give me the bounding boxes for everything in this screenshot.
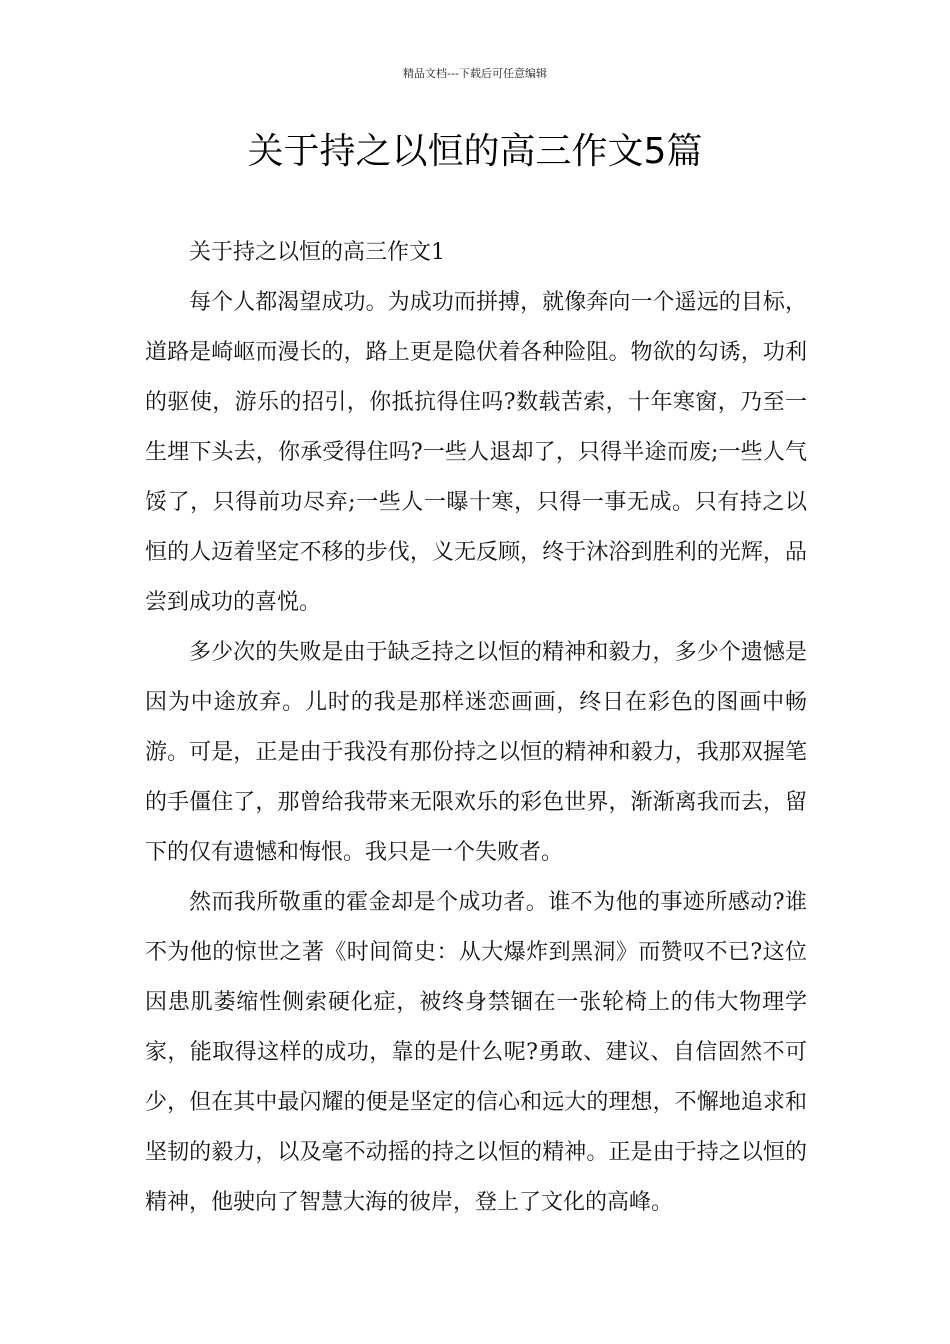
document-title: 关于持之以恒的高三作文5篇 bbox=[247, 131, 703, 172]
paragraph: 每个人都渴望成功。为成功而拼搏，就像奔向一个遥远的目标，道路是崎岖而漫长的，路上更是隐伏着各种险阻。物欲的勾诱，功利的驱使，游乐的招引，你抵抗得住吗?数载苦索，十年寒窗，乃至一生埋下头去，你承受得住吗?一些人退却了，只得半途而废;一些人气馁了，只得前功尽弃;一些人一曝十寒，只得一事无成。只有持之以恒的人迈着坚定不移的步伐，义无反顾，终于沐浴到胜利的光辉，品尝到成功的喜悦。 bbox=[145, 290, 807, 615]
document-body bbox=[145, 228, 807, 1228]
section-title: 关于持之以恒的高三作文1 bbox=[189, 240, 445, 265]
header-note: 精品文档---下载后可任意编辑 bbox=[403, 67, 547, 80]
paragraph: 然而我所敬重的霍金却是个成功者。谁不为他的事迹所感动?谁不为他的惊世之著《时间简史：从大爆炸到黑洞》而赞叹不已?这位因患肌萎缩性侧索硬化症，被终身禁锢在一张轮椅上的伟大物理学家，能取得这样的成功，靠的是什么呢?勇敢、建议、自信固然不可少，但在其中最闪耀的便是坚定的信心和远大的理想，不懈地追求和坚韧的毅力，以及毫不动摇的持之以恒的精神。正是由于持之以恒的精神，他驶向了智慧大海的彼岸，登上了文化的高峰。 bbox=[145, 890, 807, 1215]
paragraph: 多少次的失败是由于缺乏持之以恒的精神和毅力，多少个遗憾是因为中途放弃。儿时的我是那样迷恋画画，终日在彩色的图画中畅游。可是，正是由于我没有那份持之以恒的精神和毅力，我那双握笔的手僵住了，那曾给我带来无限欢乐的彩色世界，渐渐离我而去，留下的仅有遗憾和悔恨。我只是一个失败者。 bbox=[145, 640, 807, 865]
